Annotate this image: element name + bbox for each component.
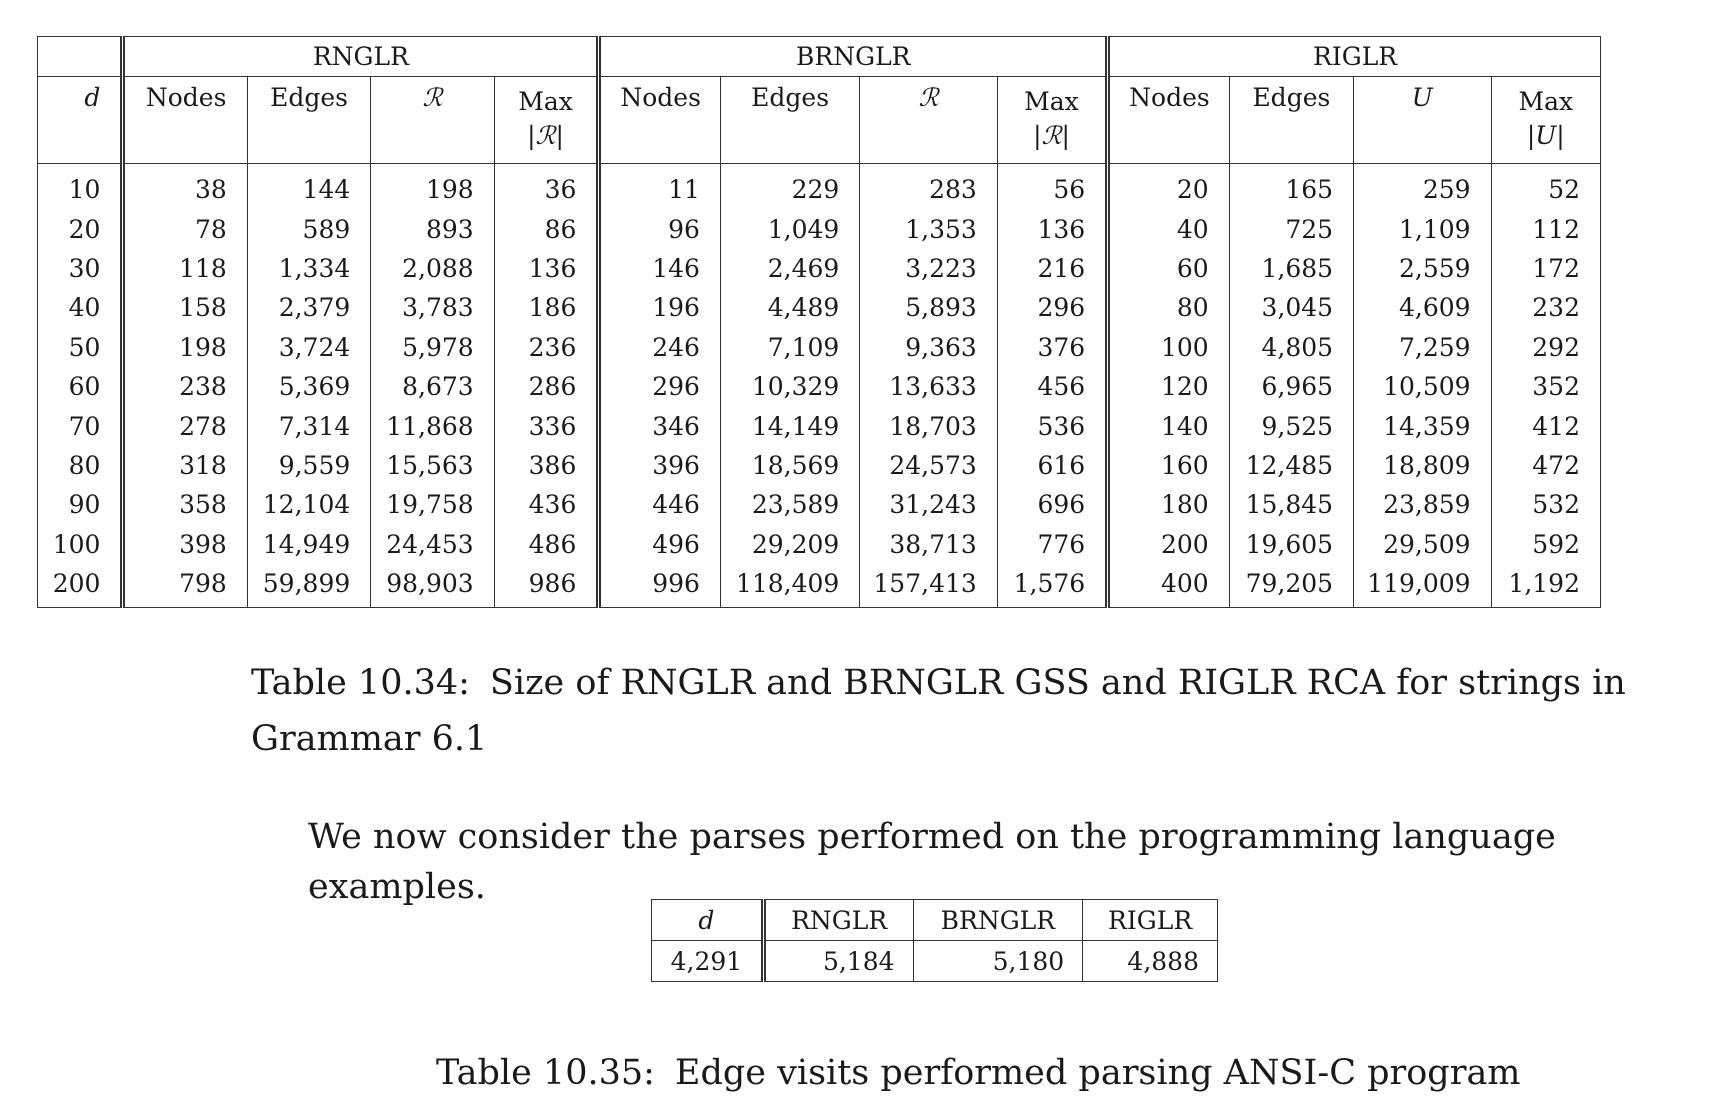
- table-cell: 23,859: [1354, 485, 1491, 524]
- column-header-d: d: [652, 900, 764, 941]
- table-row: [38, 446, 1601, 485]
- table-cell: 589: [247, 209, 370, 248]
- row-label-d: 50: [38, 328, 123, 367]
- table-cell: 136: [997, 209, 1107, 248]
- table-cell: 198: [371, 164, 494, 210]
- table-cell: 3,045: [1229, 288, 1353, 327]
- table-cell: 10,509: [1354, 367, 1491, 406]
- body-paragraph: We now consider the parses performed on the programming language examples.: [308, 817, 1556, 907]
- table-cell: 15,563: [371, 446, 494, 485]
- table-cell: 59,899: [247, 564, 370, 608]
- table-cell: 52: [1491, 164, 1600, 210]
- table-cell: 40: [1108, 209, 1230, 248]
- table-cell: 3,223: [860, 249, 997, 288]
- row-label-d: 90: [38, 485, 123, 524]
- table-cell: 14,359: [1354, 406, 1491, 445]
- size-table: [37, 36, 1601, 608]
- table-cell: 98,903: [371, 564, 494, 608]
- table-cell: 238: [123, 367, 247, 406]
- column-header-brnglr: BRNGLR: [913, 900, 1083, 941]
- table-cell: 283: [860, 164, 997, 210]
- table-cell: 172: [1491, 249, 1600, 288]
- table-cell: 120: [1108, 367, 1230, 406]
- table-cell: 216: [997, 249, 1107, 288]
- table-cell: 396: [599, 446, 721, 485]
- table-cell: 24,573: [860, 446, 997, 485]
- column-header-row: [38, 77, 1601, 164]
- table-cell: 436: [494, 485, 599, 524]
- table-cell: 2,088: [371, 249, 494, 288]
- table-cell: 358: [123, 485, 247, 524]
- table-cell: 7,109: [720, 328, 859, 367]
- table-cell: 1,192: [1491, 564, 1600, 608]
- row-label-d: 200: [38, 564, 123, 608]
- table-cell: 23,589: [720, 485, 859, 524]
- table-cell: 198: [123, 328, 247, 367]
- table-cell: 286: [494, 367, 599, 406]
- table-cell: 36: [494, 164, 599, 210]
- table-cell: 446: [599, 485, 721, 524]
- table-cell: 4,609: [1354, 288, 1491, 327]
- table-cell: 278: [123, 406, 247, 445]
- table-cell: 14,949: [247, 525, 370, 564]
- table-row: [652, 941, 1218, 982]
- column-header-max-r: [997, 77, 1107, 164]
- table-cell: 7,314: [247, 406, 370, 445]
- table-cell: 9,559: [247, 446, 370, 485]
- table-cell: 5,180: [913, 941, 1083, 982]
- table-cell: 9,363: [860, 328, 997, 367]
- table-cell: 9,525: [1229, 406, 1353, 445]
- table-row: [38, 249, 1601, 288]
- column-header-rnglr: RNGLR: [763, 900, 913, 941]
- table-cell: 3,724: [247, 328, 370, 367]
- table-cell: 196: [599, 288, 721, 327]
- column-header-edges: Edges: [247, 77, 370, 164]
- table-cell: 4,489: [720, 288, 859, 327]
- table-cell: 4,291: [652, 941, 764, 982]
- max-u-label: |U|: [1526, 120, 1565, 150]
- table-cell: 292: [1491, 328, 1600, 367]
- column-header-r: ℛ: [371, 77, 494, 164]
- table-cell: 246: [599, 328, 721, 367]
- table-cell: 20: [1108, 164, 1230, 210]
- table-cell: 296: [599, 367, 721, 406]
- table-cell: 1,353: [860, 209, 997, 248]
- table-cell: 100: [1108, 328, 1230, 367]
- table-cell: 11,868: [371, 406, 494, 445]
- table-row: [38, 288, 1601, 327]
- table-cell: 2,559: [1354, 249, 1491, 288]
- row-label-d: 40: [38, 288, 123, 327]
- table-cell: 60: [1108, 249, 1230, 288]
- table-cell: 8,673: [371, 367, 494, 406]
- table-cell: 118: [123, 249, 247, 288]
- table-row: [38, 406, 1601, 445]
- table-cell: 112: [1491, 209, 1600, 248]
- table-cell: 352: [1491, 367, 1600, 406]
- table-cell: 19,758: [371, 485, 494, 524]
- table-cell: 1,049: [720, 209, 859, 248]
- table-cell: 456: [997, 367, 1107, 406]
- table-row: [38, 367, 1601, 406]
- table-cell: 118,409: [720, 564, 859, 608]
- table-cell: 157,413: [860, 564, 997, 608]
- column-header-max-r: [494, 77, 599, 164]
- caption-label: Table 10.34:: [251, 663, 470, 703]
- table-cell: 696: [997, 485, 1107, 524]
- table-cell: 15,845: [1229, 485, 1353, 524]
- table-cell: 229: [720, 164, 859, 210]
- group-header-riglr: RIGLR: [1108, 37, 1601, 77]
- column-header-u: U: [1354, 77, 1491, 164]
- column-header-edges: Edges: [720, 77, 859, 164]
- table-cell: 412: [1491, 406, 1600, 445]
- table-row: [38, 328, 1601, 367]
- table-cell: 725: [1229, 209, 1353, 248]
- table-cell: 5,369: [247, 367, 370, 406]
- table-row: [38, 564, 1601, 608]
- table-cell: 29,509: [1354, 525, 1491, 564]
- table-cell: 119,009: [1354, 564, 1491, 608]
- column-header-riglr: RIGLR: [1083, 900, 1218, 941]
- table-cell: 532: [1491, 485, 1600, 524]
- table-cell: 2,379: [247, 288, 370, 327]
- table-cell: 78: [123, 209, 247, 248]
- table-cell: 11: [599, 164, 721, 210]
- table-cell: 19,605: [1229, 525, 1353, 564]
- table-cell: 18,569: [720, 446, 859, 485]
- table-cell: 336: [494, 406, 599, 445]
- table-cell: 400: [1108, 564, 1230, 608]
- table-cell: 5,893: [860, 288, 997, 327]
- table-cell: 12,104: [247, 485, 370, 524]
- table-caption: [251, 655, 1626, 767]
- column-header-max-u: [1491, 77, 1600, 164]
- table-cell: 12,485: [1229, 446, 1353, 485]
- table-cell: 3,783: [371, 288, 494, 327]
- table-cell: 259: [1354, 164, 1491, 210]
- table-cell: 296: [997, 288, 1107, 327]
- table-cell: 200: [1108, 525, 1230, 564]
- table-cell: 386: [494, 446, 599, 485]
- table-cell: 180: [1108, 485, 1230, 524]
- column-header-nodes: Nodes: [599, 77, 721, 164]
- table-cell: 486: [494, 525, 599, 564]
- table-cell: 496: [599, 525, 721, 564]
- row-label-d: 30: [38, 249, 123, 288]
- table-cell: 2,469: [720, 249, 859, 288]
- table-cell: 5,184: [763, 941, 913, 982]
- row-label-d: 80: [38, 446, 123, 485]
- table-cell: 776: [997, 525, 1107, 564]
- caption-text: Size of RNGLR and BRNGLR GSS and RIGLR RCA for strings in Grammar 6.1: [251, 663, 1626, 759]
- table-row: [38, 525, 1601, 564]
- table-cell: 31,243: [860, 485, 997, 524]
- column-header-nodes: Nodes: [123, 77, 247, 164]
- corner-cell: [38, 37, 123, 77]
- table-row: [38, 164, 1601, 210]
- table-cell: 160: [1108, 446, 1230, 485]
- row-label-d: 70: [38, 406, 123, 445]
- edge-visits-table: [651, 899, 1218, 982]
- header-row: [652, 900, 1218, 941]
- table-cell: 13,633: [860, 367, 997, 406]
- row-label-d: 60: [38, 367, 123, 406]
- row-label-d: 100: [38, 525, 123, 564]
- table-cell: 376: [997, 328, 1107, 367]
- table-cell: 986: [494, 564, 599, 608]
- size-table-body: [38, 164, 1601, 608]
- table-cell: 140: [1108, 406, 1230, 445]
- table-cell: 79,205: [1229, 564, 1353, 608]
- table-cell: 893: [371, 209, 494, 248]
- table-cell: 1,576: [997, 564, 1107, 608]
- table-cell: 186: [494, 288, 599, 327]
- table-cell: 136: [494, 249, 599, 288]
- table-row: [38, 209, 1601, 248]
- table-cell: 158: [123, 288, 247, 327]
- table-cell: 165: [1229, 164, 1353, 210]
- table-cell: 236: [494, 328, 599, 367]
- table-cell: 398: [123, 525, 247, 564]
- table-cell: 1,334: [247, 249, 370, 288]
- table-cell: 798: [123, 564, 247, 608]
- group-header-rnglr: RNGLR: [123, 37, 599, 77]
- table-cell: 86: [494, 209, 599, 248]
- table-cell: 7,259: [1354, 328, 1491, 367]
- row-label-d: 10: [38, 164, 123, 210]
- caption-label: Table 10.35:: [436, 1053, 655, 1093]
- table-cell: 536: [997, 406, 1107, 445]
- table-cell: 4,805: [1229, 328, 1353, 367]
- max-r-label: |ℛ|: [1033, 120, 1070, 150]
- row-label-d: 20: [38, 209, 123, 248]
- table-caption: [436, 1045, 1536, 1101]
- table-cell: 18,703: [860, 406, 997, 445]
- table-cell: 346: [599, 406, 721, 445]
- table-cell: 18,809: [1354, 446, 1491, 485]
- table-cell: 38,713: [860, 525, 997, 564]
- table-cell: 96: [599, 209, 721, 248]
- table-cell: 56: [997, 164, 1107, 210]
- table-cell: 4,888: [1083, 941, 1218, 982]
- max-label: Max: [1024, 87, 1079, 116]
- max-label: Max: [518, 87, 573, 116]
- table-cell: 24,453: [371, 525, 494, 564]
- table-cell: 10,329: [720, 367, 859, 406]
- table-cell: 616: [997, 446, 1107, 485]
- group-header-brnglr: BRNGLR: [599, 37, 1108, 77]
- table-cell: 996: [599, 564, 721, 608]
- column-header-nodes: Nodes: [1108, 77, 1230, 164]
- table-cell: 144: [247, 164, 370, 210]
- table-cell: 472: [1491, 446, 1600, 485]
- table-cell: 146: [599, 249, 721, 288]
- table-row: [38, 485, 1601, 524]
- table-cell: 232: [1491, 288, 1600, 327]
- table-cell: 592: [1491, 525, 1600, 564]
- table-cell: 1,685: [1229, 249, 1353, 288]
- column-header-d: d: [38, 77, 123, 164]
- table-cell: 14,149: [720, 406, 859, 445]
- table-cell: 5,978: [371, 328, 494, 367]
- table-cell: 6,965: [1229, 367, 1353, 406]
- max-label: Max: [1518, 87, 1574, 116]
- table-cell: 1,109: [1354, 209, 1491, 248]
- table-cell: 29,209: [720, 525, 859, 564]
- table-cell: 80: [1108, 288, 1230, 327]
- table-cell: 38: [123, 164, 247, 210]
- column-header-edges: Edges: [1229, 77, 1353, 164]
- column-header-r: ℛ: [860, 77, 997, 164]
- caption-text: Edge visits performed parsing ANSI-C program: [674, 1053, 1521, 1093]
- table-cell: 318: [123, 446, 247, 485]
- max-r-label: |ℛ|: [527, 120, 564, 150]
- group-header-row: [38, 37, 1601, 77]
